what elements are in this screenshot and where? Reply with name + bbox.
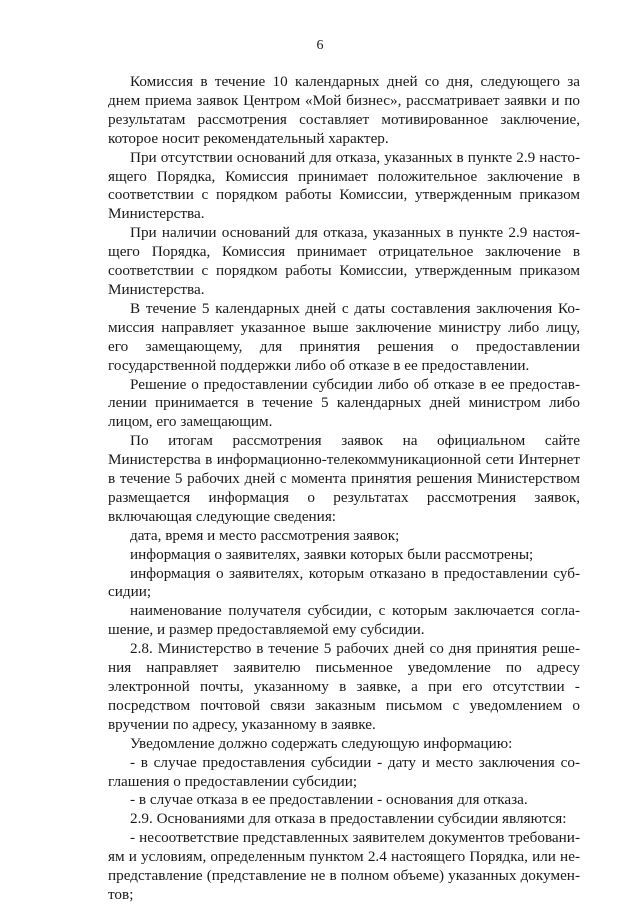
- paragraph-negative-conclusion: При наличии оснований для отказа, указанных в пункте 2.9 настоящего Порядка, Комиссия принимает отрицательное заключение в соответствии с порядком работы Комиссии, утвержденным приказом Министерства.: [108, 224, 580, 298]
- paragraph-send-conclusion: В течение 5 календарных дней с даты составления заключения Комиссия направляет указанное выше заключение министру либо лицу, его замещающему, для принятия решения о предоставлении государственной поддержки либо об отказе в ее предоставлении.: [108, 299, 580, 374]
- list-item-reviewed-applicants: информация о заявителях, заявки которых были рассмотрены;: [130, 545, 534, 563]
- paragraph-publication: По итогам рассмотрения заявок на официальном сайте Министерства в информационно-телекоммуникационной сети Интернет в течение 5 рабочих дней с момента принятия решения Министерством размещается информация о результатах рассмотрения заявок, включающая следующие сведения:: [108, 432, 580, 525]
- paragraph-section-2-9: 2.9. Основаниями для отказа в предоставлении субсидии являются:: [130, 810, 567, 828]
- list-item-refused-applicants: информация о заявителях, которым отказано в предоставлении субсидии;: [108, 564, 580, 601]
- page-number: 6: [316, 38, 324, 53]
- list-item-if-refused: - в случае отказа в ее предоставлении - основания для отказа.: [130, 791, 528, 809]
- list-item-if-granted: - в случае предоставления субсидии - дату и место заключения соглашения о предоставлении субсидии;: [108, 753, 580, 790]
- list-item-nonconformity: - несоответствие представленных заявителем документов требованиям и условиям, определенным пунктом 2.4 настоящего Порядка, или непредставление (представление не в полном объеме) указанных документов;: [108, 829, 580, 903]
- paragraph-notice-contents: Уведомление должно содержать следующую информацию:: [130, 734, 513, 752]
- paragraph-section-2-8: 2.8. Министерство в течение 5 рабочих дней со дня принятия решения направляет заявителю письменное уведомление по адресу электронной почты, указанному в заявке, а при его отсутствии - посредством почтовой связи заказным письмом с уведомлением о вручении по адресу, указанному в заявке.: [108, 640, 580, 733]
- paragraph-positive-conclusion: При отсутствии оснований для отказа, указанных в пункте 2.9 настоящего Порядка, Комиссия принимает положительное заключение в соответствии с порядком работы Комиссии, утвержденным приказом Министерства.: [108, 148, 580, 223]
- document-body: [108, 73, 580, 905]
- list-item-recipient: наименование получателя субсидии, с которым заключается соглашение, и размер предоставляемой ему субсидии.: [108, 602, 580, 639]
- list-item-date-place: дата, время и место рассмотрения заявок;: [130, 526, 400, 544]
- paragraph-commission-review: Комиссия в течение 10 календарных дней со дня, следующего за днем приема заявок Центром «Мой бизнес», рассматривает заявки и по результатам рассмотрения составляет мотивированное заключение, которое носит рекомендательный характер.: [108, 73, 580, 147]
- paragraph-decision: Решение о предоставлении субсидии либо об отказе в ее предоставлении принимается в течение 5 календарных дней министром либо лицом, его замещающим.: [108, 375, 580, 431]
